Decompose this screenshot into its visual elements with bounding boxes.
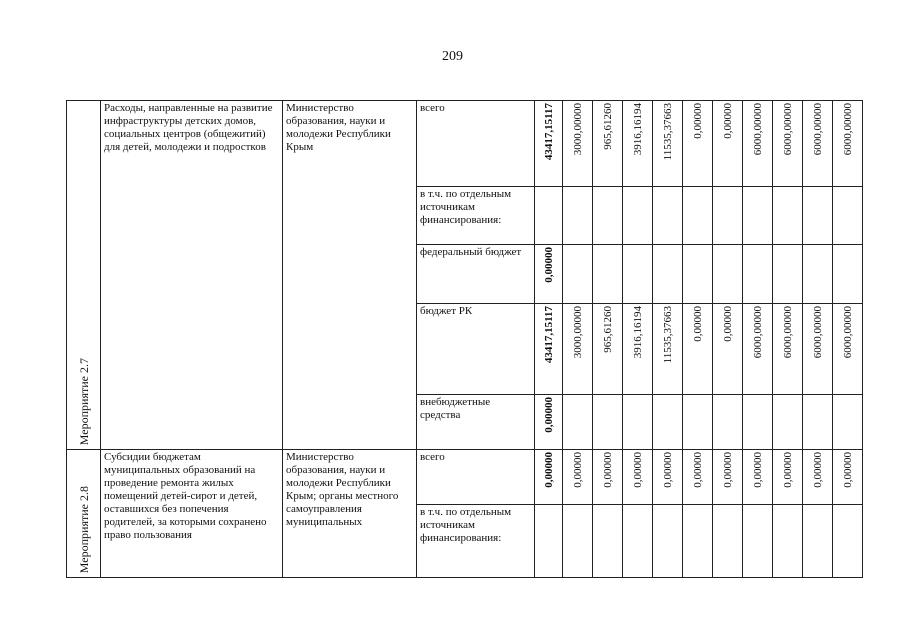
- executor-name: Министерство образования, науки и молодежи Республики Крым: [286, 102, 391, 153]
- funding-source-cell: [417, 187, 535, 245]
- year-amount: 11535,37663: [661, 103, 674, 161]
- funding-source-label: в т.ч. по отдельным источникам финансирования:: [420, 506, 512, 544]
- year-amount: 3916,16194: [631, 103, 644, 156]
- financing-table: [66, 100, 863, 578]
- year-amount-cell: [743, 187, 773, 245]
- year-amount-cell: [653, 304, 683, 395]
- year-amount-wrap: [593, 103, 622, 150]
- year-amount-wrap: [833, 306, 862, 358]
- year-amount-cell: [743, 395, 773, 450]
- measure-name: Расходы, направленные на развитие инфраструктуры детских домов, социальных центров (общежитий) для детей, молодежи и подростков: [104, 102, 273, 153]
- year-amount: 0,00000: [691, 103, 704, 139]
- total-amount-cell: [535, 450, 563, 505]
- year-amount-cell: [623, 245, 653, 304]
- executor-cell: [283, 450, 417, 578]
- year-amount-cell: [653, 101, 683, 187]
- measure-label-wrap: [67, 101, 100, 445]
- year-amount-cell: [683, 505, 713, 578]
- year-amount-cell: [833, 187, 863, 245]
- year-amount-cell: [683, 395, 713, 450]
- year-amount: 0,00000: [571, 452, 584, 488]
- year-amount-cell: [563, 395, 593, 450]
- year-amount-wrap: [653, 306, 682, 363]
- funding-source-cell: [417, 505, 535, 578]
- year-amount-cell: [773, 101, 803, 187]
- year-amount-cell: [713, 450, 743, 505]
- year-amount-cell: [593, 505, 623, 578]
- year-amount-cell: [743, 450, 773, 505]
- funding-source-label: бюджет РК: [420, 305, 473, 317]
- year-amount: 0,00000: [661, 452, 674, 488]
- year-amount-cell: [773, 245, 803, 304]
- total-amount-wrap: [535, 306, 562, 363]
- year-amount: 965,61260: [601, 306, 614, 353]
- year-amount-cell: [833, 245, 863, 304]
- year-amount-wrap: [563, 452, 592, 488]
- year-amount-cell: [593, 245, 623, 304]
- year-amount-cell: [623, 395, 653, 450]
- year-amount-wrap: [773, 306, 802, 358]
- funding-source-cell: [417, 245, 535, 304]
- year-amount: 6000,00000: [751, 306, 764, 359]
- year-amount-cell: [593, 450, 623, 505]
- year-amount-cell: [593, 187, 623, 245]
- measure-label-cell: [67, 450, 101, 578]
- year-amount-wrap: [743, 306, 772, 358]
- year-amount: 0,00000: [691, 452, 704, 488]
- year-amount: 0,00000: [721, 103, 734, 139]
- year-amount-cell: [653, 187, 683, 245]
- year-amount-cell: [653, 245, 683, 304]
- year-amount-wrap: [833, 452, 862, 488]
- year-amount-cell: [773, 187, 803, 245]
- year-amount: 3000,00000: [571, 306, 584, 359]
- year-amount: 6000,00000: [841, 306, 854, 359]
- year-amount-wrap: [713, 452, 742, 488]
- year-amount: 6000,00000: [811, 306, 824, 359]
- year-amount-cell: [713, 101, 743, 187]
- year-amount-wrap: [563, 103, 592, 155]
- total-amount-cell: [535, 187, 563, 245]
- measure-label-wrap: [67, 450, 100, 573]
- year-amount-wrap: [623, 306, 652, 358]
- year-amount-cell: [593, 101, 623, 187]
- year-amount-cell: [803, 450, 833, 505]
- total-amount-cell: [535, 245, 563, 304]
- year-amount-cell: [563, 505, 593, 578]
- year-amount: 0,00000: [691, 306, 704, 342]
- total-amount-wrap: [535, 397, 562, 433]
- year-amount-cell: [833, 450, 863, 505]
- year-amount-wrap: [803, 306, 832, 358]
- year-amount-cell: [683, 450, 713, 505]
- measure-label: Мероприятие 2.7: [76, 357, 91, 445]
- year-amount: 6000,00000: [781, 103, 794, 156]
- year-amount: 0,00000: [751, 452, 764, 488]
- measure-name-cell: [101, 101, 283, 450]
- executor-name: Министерство образования, науки и молодежи Республики Крым; органы местного самоуправления муниципальных: [286, 451, 399, 528]
- year-amount-cell: [713, 245, 743, 304]
- year-amount-wrap: [623, 452, 652, 488]
- year-amount-cell: [623, 304, 653, 395]
- measure-label: Мероприятие 2.8: [76, 485, 91, 573]
- year-amount: 11535,37663: [661, 306, 674, 364]
- year-amount-cell: [833, 304, 863, 395]
- year-amount-cell: [563, 304, 593, 395]
- year-amount-cell: [653, 450, 683, 505]
- year-amount-wrap: [773, 452, 802, 488]
- year-amount-cell: [773, 395, 803, 450]
- year-amount-cell: [713, 187, 743, 245]
- year-amount-cell: [833, 101, 863, 187]
- year-amount-wrap: [833, 103, 862, 155]
- year-amount-wrap: [743, 452, 772, 488]
- year-amount-cell: [683, 304, 713, 395]
- funding-source-label: в т.ч. по отдельным источникам финансирования:: [420, 188, 512, 226]
- year-amount: 0,00000: [601, 452, 614, 488]
- total-amount: 0,00000: [542, 247, 555, 283]
- measure-name-cell: [101, 450, 283, 578]
- year-amount-cell: [683, 187, 713, 245]
- executor-cell: [283, 101, 417, 450]
- year-amount-wrap: [593, 452, 622, 488]
- measure-name: Субсидии бюджетам муниципальных образований на проведение ремонта жилых помещений детей-сирот и детей, оставшихся без попечения родителей, за которыми сохранено право пользования: [104, 451, 267, 541]
- year-amount-cell: [743, 505, 773, 578]
- year-amount: 6000,00000: [811, 103, 824, 156]
- year-amount-cell: [773, 304, 803, 395]
- year-amount-cell: [743, 304, 773, 395]
- year-amount-cell: [803, 395, 833, 450]
- year-amount-wrap: [713, 306, 742, 342]
- year-amount: 0,00000: [781, 452, 794, 488]
- year-amount-wrap: [653, 452, 682, 488]
- year-amount-cell: [803, 101, 833, 187]
- total-amount: 0,00000: [542, 452, 555, 488]
- year-amount-cell: [803, 245, 833, 304]
- funding-source-cell: [417, 450, 535, 505]
- year-amount: 0,00000: [721, 306, 734, 342]
- total-amount: 43417,15117: [542, 103, 555, 161]
- year-amount-cell: [563, 450, 593, 505]
- funding-source-label: внебюджетные средства: [420, 396, 491, 421]
- year-amount-cell: [713, 304, 743, 395]
- year-amount-cell: [593, 395, 623, 450]
- year-amount: 0,00000: [631, 452, 644, 488]
- funding-source-label: всего: [420, 102, 445, 114]
- total-amount-cell: [535, 395, 563, 450]
- year-amount-cell: [713, 395, 743, 450]
- total-amount-cell: [535, 304, 563, 395]
- year-amount-cell: [623, 450, 653, 505]
- page-number: 209: [442, 49, 463, 64]
- total-amount: 0,00000: [542, 397, 555, 433]
- year-amount-wrap: [623, 103, 652, 155]
- year-amount: 3000,00000: [571, 103, 584, 156]
- year-amount-wrap: [653, 103, 682, 160]
- year-amount-wrap: [563, 306, 592, 358]
- total-amount-wrap: [535, 103, 562, 160]
- funding-source-label: федеральный бюджет: [420, 246, 522, 258]
- year-amount-cell: [653, 395, 683, 450]
- funding-source-cell: [417, 304, 535, 395]
- year-amount-cell: [803, 505, 833, 578]
- year-amount: 6000,00000: [781, 306, 794, 359]
- year-amount-cell: [623, 187, 653, 245]
- year-amount-cell: [563, 101, 593, 187]
- total-amount: 43417,15117: [542, 306, 555, 364]
- year-amount-wrap: [593, 306, 622, 353]
- year-amount-wrap: [773, 103, 802, 155]
- year-amount-wrap: [683, 306, 712, 342]
- year-amount-cell: [803, 304, 833, 395]
- year-amount-cell: [623, 505, 653, 578]
- year-amount-cell: [803, 187, 833, 245]
- total-amount-wrap: [535, 452, 562, 488]
- year-amount-cell: [773, 505, 803, 578]
- year-amount-wrap: [803, 452, 832, 488]
- year-amount-cell: [833, 395, 863, 450]
- year-amount-cell: [713, 505, 743, 578]
- measure-label-cell: [67, 101, 101, 450]
- year-amount: 0,00000: [811, 452, 824, 488]
- table-row: [67, 450, 863, 505]
- total-amount-cell: [535, 101, 563, 187]
- year-amount: 0,00000: [841, 452, 854, 488]
- funding-source-cell: [417, 395, 535, 450]
- year-amount: 6000,00000: [841, 103, 854, 156]
- year-amount-wrap: [743, 103, 772, 155]
- year-amount-cell: [653, 505, 683, 578]
- year-amount-cell: [623, 101, 653, 187]
- year-amount: 6000,00000: [751, 103, 764, 156]
- year-amount-wrap: [713, 103, 742, 139]
- total-amount-cell: [535, 505, 563, 578]
- year-amount: 965,61260: [601, 103, 614, 150]
- total-amount-wrap: [535, 247, 562, 283]
- year-amount-cell: [743, 101, 773, 187]
- table-row: [67, 101, 863, 187]
- year-amount-cell: [593, 304, 623, 395]
- year-amount-cell: [743, 245, 773, 304]
- year-amount-wrap: [683, 452, 712, 488]
- year-amount-cell: [683, 101, 713, 187]
- year-amount-cell: [773, 450, 803, 505]
- year-amount-wrap: [803, 103, 832, 155]
- funding-source-label: всего: [420, 451, 445, 463]
- year-amount: 3916,16194: [631, 306, 644, 359]
- year-amount-cell: [833, 505, 863, 578]
- year-amount: 0,00000: [721, 452, 734, 488]
- year-amount-cell: [683, 245, 713, 304]
- year-amount-wrap: [683, 103, 712, 139]
- funding-source-cell: [417, 101, 535, 187]
- year-amount-cell: [563, 187, 593, 245]
- year-amount-cell: [563, 245, 593, 304]
